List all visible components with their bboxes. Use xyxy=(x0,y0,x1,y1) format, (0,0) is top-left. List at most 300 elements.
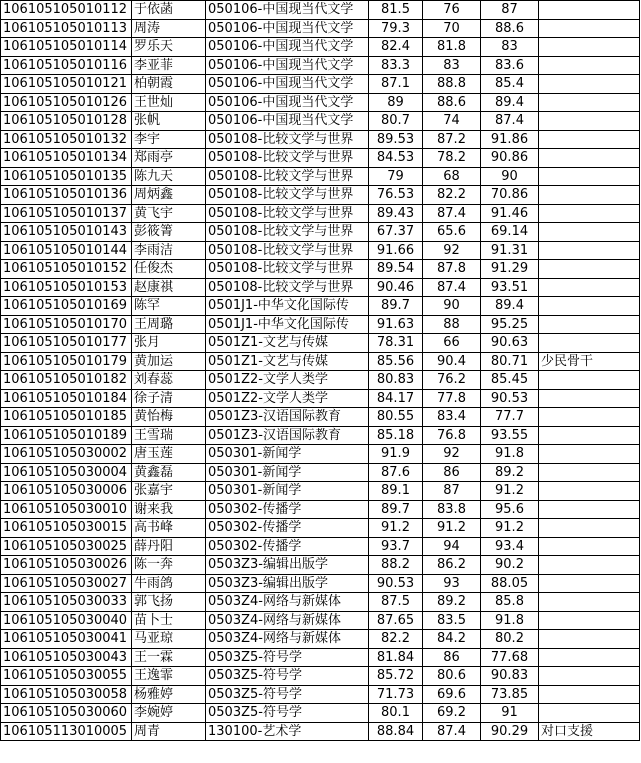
note-cell xyxy=(539,371,640,390)
score-b-cell: 90.86 xyxy=(481,149,539,168)
student-name-cell: 李宇 xyxy=(132,130,206,149)
score-b-cell: 69.14 xyxy=(481,223,539,242)
score-a-cell: 94 xyxy=(423,537,481,556)
table-row xyxy=(1,704,640,723)
student-name-cell: 王周璐 xyxy=(132,315,206,334)
note-cell xyxy=(539,648,640,667)
student-id-cell: 106105105010136 xyxy=(1,186,132,205)
score-b-cell: 91.31 xyxy=(481,241,539,260)
note-cell xyxy=(539,334,640,353)
student-name-cell: 陈一奔 xyxy=(132,556,206,575)
score-a-cell: 90.4 xyxy=(423,352,481,371)
student-name-cell: 于依菡 xyxy=(132,1,206,20)
total-score-cell: 89.1 xyxy=(369,482,423,501)
table-row xyxy=(1,500,640,519)
score-b-cell: 83 xyxy=(481,38,539,57)
total-score-cell: 67.37 xyxy=(369,223,423,242)
score-b-cell: 89.4 xyxy=(481,297,539,316)
student-name-cell: 黄加运 xyxy=(132,352,206,371)
note-cell xyxy=(539,93,640,112)
total-score-cell: 85.18 xyxy=(369,426,423,445)
student-name-cell: 郭飞扬 xyxy=(132,593,206,612)
total-score-cell: 93.7 xyxy=(369,537,423,556)
student-name-cell: 徐子清 xyxy=(132,389,206,408)
table-row xyxy=(1,167,640,186)
total-score-cell: 80.55 xyxy=(369,408,423,427)
major-cell: 0501J1-中华文化国际传 xyxy=(206,315,369,334)
total-score-cell: 91.63 xyxy=(369,315,423,334)
student-name-cell: 陈九天 xyxy=(132,167,206,186)
major-cell: 0501Z3-汉语国际教育 xyxy=(206,426,369,445)
table-row xyxy=(1,38,640,57)
student-id-cell: 106105105030002 xyxy=(1,445,132,464)
note-cell xyxy=(539,389,640,408)
total-score-cell: 88.84 xyxy=(369,722,423,741)
student-id-cell: 106105105010121 xyxy=(1,75,132,94)
student-id-cell: 106105105030015 xyxy=(1,519,132,538)
note-cell xyxy=(539,667,640,686)
table-row xyxy=(1,297,640,316)
total-score-cell: 91.9 xyxy=(369,445,423,464)
total-score-cell: 90.53 xyxy=(369,574,423,593)
student-id-cell: 106105105030033 xyxy=(1,593,132,612)
table-row xyxy=(1,574,640,593)
score-b-cell: 87 xyxy=(481,1,539,20)
student-name-cell: 李婉婷 xyxy=(132,704,206,723)
student-id-cell: 106105105010170 xyxy=(1,315,132,334)
score-a-cell: 77.8 xyxy=(423,389,481,408)
student-id-cell: 106105105030010 xyxy=(1,500,132,519)
table-row xyxy=(1,611,640,630)
student-name-cell: 李亚菲 xyxy=(132,56,206,75)
score-a-cell: 88.6 xyxy=(423,93,481,112)
table-row xyxy=(1,445,640,464)
table-body xyxy=(1,1,640,741)
total-score-cell: 89.43 xyxy=(369,204,423,223)
score-a-cell: 74 xyxy=(423,112,481,131)
student-name-cell: 王一霖 xyxy=(132,648,206,667)
student-name-cell: 谢来我 xyxy=(132,500,206,519)
score-a-cell: 76 xyxy=(423,1,481,20)
score-b-cell: 80.2 xyxy=(481,630,539,649)
score-a-cell: 89.2 xyxy=(423,593,481,612)
student-id-cell: 106105105010153 xyxy=(1,278,132,297)
score-a-cell: 76.8 xyxy=(423,426,481,445)
note-cell xyxy=(539,463,640,482)
note-cell xyxy=(539,685,640,704)
student-name-cell: 王雪瑞 xyxy=(132,426,206,445)
total-score-cell: 89.7 xyxy=(369,297,423,316)
major-cell: 050108-比较文学与世界 xyxy=(206,167,369,186)
table-row xyxy=(1,556,640,575)
student-name-cell: 杨雅婷 xyxy=(132,685,206,704)
total-score-cell: 81.84 xyxy=(369,648,423,667)
student-name-cell: 黄怡梅 xyxy=(132,408,206,427)
note-cell xyxy=(539,556,640,575)
student-id-cell: 106105105030058 xyxy=(1,685,132,704)
student-id-cell: 106105105030060 xyxy=(1,704,132,723)
total-score-cell: 71.73 xyxy=(369,685,423,704)
score-a-cell: 88.8 xyxy=(423,75,481,94)
student-id-cell: 106105105010114 xyxy=(1,38,132,57)
score-a-cell: 93 xyxy=(423,574,481,593)
note-cell xyxy=(539,149,640,168)
table-row xyxy=(1,1,640,20)
student-id-cell: 106105105010137 xyxy=(1,204,132,223)
student-name-cell: 王逸霏 xyxy=(132,667,206,686)
major-cell: 050106-中国现当代文学 xyxy=(206,93,369,112)
student-id-cell: 106105105010189 xyxy=(1,426,132,445)
note-cell xyxy=(539,38,640,57)
note-cell xyxy=(539,19,640,38)
table-row xyxy=(1,630,640,649)
table-row xyxy=(1,685,640,704)
table-row xyxy=(1,463,640,482)
score-a-cell: 83.5 xyxy=(423,611,481,630)
score-b-cell: 90 xyxy=(481,167,539,186)
score-b-cell: 91.86 xyxy=(481,130,539,149)
total-score-cell: 91.2 xyxy=(369,519,423,538)
score-b-cell: 93.51 xyxy=(481,278,539,297)
table-row xyxy=(1,19,640,38)
score-a-cell: 87.8 xyxy=(423,260,481,279)
student-id-cell: 106105105030041 xyxy=(1,630,132,649)
note-cell xyxy=(539,130,640,149)
student-id-cell: 106105105010116 xyxy=(1,56,132,75)
note-cell xyxy=(539,445,640,464)
student-id-cell: 106105113010005 xyxy=(1,722,132,741)
major-cell: 050106-中国现当代文学 xyxy=(206,38,369,57)
total-score-cell: 87.65 xyxy=(369,611,423,630)
note-cell xyxy=(539,519,640,538)
score-b-cell: 73.85 xyxy=(481,685,539,704)
table-row xyxy=(1,408,640,427)
table-row xyxy=(1,519,640,538)
score-b-cell: 91 xyxy=(481,704,539,723)
student-name-cell: 刘春蕊 xyxy=(132,371,206,390)
table-row xyxy=(1,667,640,686)
total-score-cell: 84.17 xyxy=(369,389,423,408)
total-score-cell: 82.4 xyxy=(369,38,423,57)
note-cell xyxy=(539,426,640,445)
student-name-cell: 张嘉宇 xyxy=(132,482,206,501)
score-b-cell: 85.45 xyxy=(481,371,539,390)
score-a-cell: 86 xyxy=(423,648,481,667)
student-name-cell: 薛丹阳 xyxy=(132,537,206,556)
note-cell xyxy=(539,537,640,556)
student-id-cell: 106105105030043 xyxy=(1,648,132,667)
table-row xyxy=(1,223,640,242)
score-b-cell: 91.2 xyxy=(481,519,539,538)
note-cell xyxy=(539,186,640,205)
score-a-cell: 86.2 xyxy=(423,556,481,575)
note-cell xyxy=(539,408,640,427)
student-name-cell: 周涛 xyxy=(132,19,206,38)
total-score-cell: 85.56 xyxy=(369,352,423,371)
student-name-cell: 周炳鑫 xyxy=(132,186,206,205)
student-name-cell: 黄鑫磊 xyxy=(132,463,206,482)
note-cell: 少民骨干 xyxy=(539,352,640,371)
student-name-cell: 柏朝霞 xyxy=(132,75,206,94)
student-id-cell: 106105105030025 xyxy=(1,537,132,556)
score-b-cell: 91.2 xyxy=(481,482,539,501)
major-cell: 0503Z3-编辑出版学 xyxy=(206,556,369,575)
table-row xyxy=(1,186,640,205)
note-cell: 对口支援 xyxy=(539,722,640,741)
note-cell xyxy=(539,630,640,649)
major-cell: 050106-中国现当代文学 xyxy=(206,75,369,94)
total-score-cell: 87.6 xyxy=(369,463,423,482)
note-cell xyxy=(539,204,640,223)
student-name-cell: 罗乐天 xyxy=(132,38,206,57)
student-id-cell: 106105105030040 xyxy=(1,611,132,630)
student-name-cell: 牛雨鸽 xyxy=(132,574,206,593)
student-id-cell: 106105105010144 xyxy=(1,241,132,260)
score-b-cell: 91.8 xyxy=(481,611,539,630)
score-a-cell: 91.2 xyxy=(423,519,481,538)
student-id-cell: 106105105010179 xyxy=(1,352,132,371)
table-row xyxy=(1,112,640,131)
student-name-cell: 苗卜士 xyxy=(132,611,206,630)
major-cell: 050301-新闻学 xyxy=(206,445,369,464)
student-name-cell: 陈罕 xyxy=(132,297,206,316)
score-a-cell: 83.4 xyxy=(423,408,481,427)
score-b-cell: 83.6 xyxy=(481,56,539,75)
student-id-cell: 106105105030004 xyxy=(1,463,132,482)
student-id-cell: 106105105010152 xyxy=(1,260,132,279)
total-score-cell: 81.5 xyxy=(369,1,423,20)
major-cell: 0501Z3-汉语国际教育 xyxy=(206,408,369,427)
table-row xyxy=(1,537,640,556)
student-id-cell: 106105105010112 xyxy=(1,1,132,20)
total-score-cell: 89.54 xyxy=(369,260,423,279)
score-b-cell: 85.4 xyxy=(481,75,539,94)
major-cell: 050301-新闻学 xyxy=(206,482,369,501)
score-b-cell: 89.4 xyxy=(481,93,539,112)
score-b-cell: 90.53 xyxy=(481,389,539,408)
note-cell xyxy=(539,500,640,519)
major-cell: 050301-新闻学 xyxy=(206,463,369,482)
table-row xyxy=(1,426,640,445)
total-score-cell: 84.53 xyxy=(369,149,423,168)
table-row xyxy=(1,722,640,741)
student-id-cell: 106105105010113 xyxy=(1,19,132,38)
note-cell xyxy=(539,223,640,242)
total-score-cell: 87.5 xyxy=(369,593,423,612)
score-a-cell: 81.8 xyxy=(423,38,481,57)
score-a-cell: 83 xyxy=(423,56,481,75)
table-row xyxy=(1,389,640,408)
major-cell: 050106-中国现当代文学 xyxy=(206,19,369,38)
table-row xyxy=(1,315,640,334)
student-id-cell: 106105105010126 xyxy=(1,93,132,112)
note-cell xyxy=(539,1,640,20)
score-b-cell: 91.29 xyxy=(481,260,539,279)
major-cell: 0501J1-中华文化国际传 xyxy=(206,297,369,316)
student-id-cell: 106105105010169 xyxy=(1,297,132,316)
student-name-cell: 郑雨亭 xyxy=(132,149,206,168)
major-cell: 0503Z5-符号学 xyxy=(206,704,369,723)
major-cell: 0503Z5-符号学 xyxy=(206,667,369,686)
total-score-cell: 80.1 xyxy=(369,704,423,723)
major-cell: 0503Z5-符号学 xyxy=(206,648,369,667)
student-id-cell: 106105105010132 xyxy=(1,130,132,149)
major-cell: 0503Z3-编辑出版学 xyxy=(206,574,369,593)
total-score-cell: 83.3 xyxy=(369,56,423,75)
score-b-cell: 77.68 xyxy=(481,648,539,667)
note-cell xyxy=(539,611,640,630)
major-cell: 0501Z1-文艺与传媒 xyxy=(206,352,369,371)
major-cell: 050106-中国现当代文学 xyxy=(206,1,369,20)
score-a-cell: 69.2 xyxy=(423,704,481,723)
student-name-cell: 高书峰 xyxy=(132,519,206,538)
student-name-cell: 周青 xyxy=(132,722,206,741)
student-id-cell: 106105105030055 xyxy=(1,667,132,686)
major-cell: 050108-比较文学与世界 xyxy=(206,278,369,297)
table-row xyxy=(1,204,640,223)
score-b-cell: 95.6 xyxy=(481,500,539,519)
student-id-cell: 106105105010134 xyxy=(1,149,132,168)
score-a-cell: 92 xyxy=(423,445,481,464)
score-b-cell: 90.2 xyxy=(481,556,539,575)
note-cell xyxy=(539,574,640,593)
major-cell: 050302-传播学 xyxy=(206,500,369,519)
score-b-cell: 80.71 xyxy=(481,352,539,371)
major-cell: 050302-传播学 xyxy=(206,519,369,538)
major-cell: 050108-比较文学与世界 xyxy=(206,149,369,168)
score-b-cell: 89.2 xyxy=(481,463,539,482)
table-row xyxy=(1,278,640,297)
student-name-cell: 张月 xyxy=(132,334,206,353)
major-cell: 050108-比较文学与世界 xyxy=(206,241,369,260)
score-b-cell: 88.6 xyxy=(481,19,539,38)
student-name-cell: 彭筱箐 xyxy=(132,223,206,242)
total-score-cell: 82.2 xyxy=(369,630,423,649)
note-cell xyxy=(539,704,640,723)
total-score-cell: 85.72 xyxy=(369,667,423,686)
score-a-cell: 92 xyxy=(423,241,481,260)
student-name-cell: 唐玉莲 xyxy=(132,445,206,464)
table-row xyxy=(1,371,640,390)
student-id-cell: 106105105030006 xyxy=(1,482,132,501)
score-a-cell: 82.2 xyxy=(423,186,481,205)
score-b-cell: 93.4 xyxy=(481,537,539,556)
score-b-cell: 85.8 xyxy=(481,593,539,612)
note-cell xyxy=(539,260,640,279)
note-cell xyxy=(539,241,640,260)
score-a-cell: 90 xyxy=(423,297,481,316)
table-row xyxy=(1,241,640,260)
major-cell: 050106-中国现当代文学 xyxy=(206,56,369,75)
total-score-cell: 76.53 xyxy=(369,186,423,205)
total-score-cell: 79 xyxy=(369,167,423,186)
note-cell xyxy=(539,593,640,612)
table-row xyxy=(1,352,640,371)
score-b-cell: 91.46 xyxy=(481,204,539,223)
major-cell: 0501Z2-文学人类学 xyxy=(206,371,369,390)
note-cell xyxy=(539,315,640,334)
major-cell: 0501Z2-文学人类学 xyxy=(206,389,369,408)
major-cell: 0503Z4-网络与新媒体 xyxy=(206,611,369,630)
table-row xyxy=(1,149,640,168)
total-score-cell: 88.2 xyxy=(369,556,423,575)
note-cell xyxy=(539,56,640,75)
score-b-cell: 93.55 xyxy=(481,426,539,445)
score-a-cell: 66 xyxy=(423,334,481,353)
score-a-cell: 69.6 xyxy=(423,685,481,704)
student-id-cell: 106105105010135 xyxy=(1,167,132,186)
total-score-cell: 78.31 xyxy=(369,334,423,353)
major-cell: 050302-传播学 xyxy=(206,537,369,556)
table-row xyxy=(1,260,640,279)
score-a-cell: 87.4 xyxy=(423,204,481,223)
total-score-cell: 87.1 xyxy=(369,75,423,94)
table-row xyxy=(1,593,640,612)
score-a-cell: 78.2 xyxy=(423,149,481,168)
student-name-cell: 马亚琼 xyxy=(132,630,206,649)
student-name-cell: 张帆 xyxy=(132,112,206,131)
major-cell: 0501Z1-文艺与传媒 xyxy=(206,334,369,353)
table-row xyxy=(1,334,640,353)
major-cell: 0503Z4-网络与新媒体 xyxy=(206,630,369,649)
total-score-cell: 80.83 xyxy=(369,371,423,390)
score-a-cell: 87.4 xyxy=(423,722,481,741)
student-name-cell: 李雨洁 xyxy=(132,241,206,260)
major-cell: 050108-比较文学与世界 xyxy=(206,260,369,279)
major-cell: 0503Z5-符号学 xyxy=(206,685,369,704)
student-id-cell: 106105105010177 xyxy=(1,334,132,353)
student-name-cell: 王世灿 xyxy=(132,93,206,112)
total-score-cell: 79.3 xyxy=(369,19,423,38)
score-b-cell: 70.86 xyxy=(481,186,539,205)
major-cell: 0503Z4-网络与新媒体 xyxy=(206,593,369,612)
score-a-cell: 76.2 xyxy=(423,371,481,390)
score-a-cell: 70 xyxy=(423,19,481,38)
score-a-cell: 87.2 xyxy=(423,130,481,149)
note-cell xyxy=(539,112,640,131)
total-score-cell: 89.53 xyxy=(369,130,423,149)
table-row xyxy=(1,648,640,667)
score-a-cell: 87 xyxy=(423,482,481,501)
total-score-cell: 89 xyxy=(369,93,423,112)
table-row xyxy=(1,56,640,75)
student-id-cell: 106105105010128 xyxy=(1,112,132,131)
total-score-cell: 80.7 xyxy=(369,112,423,131)
total-score-cell: 90.46 xyxy=(369,278,423,297)
major-cell: 050108-比较文学与世界 xyxy=(206,186,369,205)
major-cell: 130100-艺术学 xyxy=(206,722,369,741)
table-row xyxy=(1,93,640,112)
student-name-cell: 赵康祺 xyxy=(132,278,206,297)
total-score-cell: 91.66 xyxy=(369,241,423,260)
major-cell: 050108-比较文学与世界 xyxy=(206,204,369,223)
student-id-cell: 106105105010184 xyxy=(1,389,132,408)
score-a-cell: 68 xyxy=(423,167,481,186)
score-b-cell: 91.8 xyxy=(481,445,539,464)
score-b-cell: 88.05 xyxy=(481,574,539,593)
table-row xyxy=(1,75,640,94)
student-name-cell: 黄飞宇 xyxy=(132,204,206,223)
student-id-cell: 106105105010185 xyxy=(1,408,132,427)
note-cell xyxy=(539,482,640,501)
score-a-cell: 86 xyxy=(423,463,481,482)
note-cell xyxy=(539,75,640,94)
major-cell: 050108-比较文学与世界 xyxy=(206,223,369,242)
note-cell xyxy=(539,167,640,186)
student-id-cell: 106105105030026 xyxy=(1,556,132,575)
major-cell: 050108-比较文学与世界 xyxy=(206,130,369,149)
score-a-cell: 80.6 xyxy=(423,667,481,686)
